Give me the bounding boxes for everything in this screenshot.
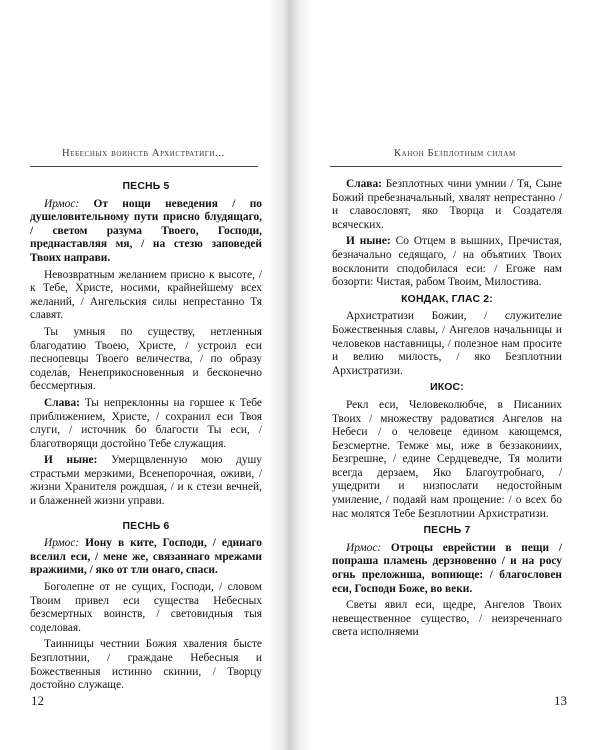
song5-irmos-text: От нощи неведения / по душеловительному пути присно блудящаго, / светом разума Твоего, Господи, преднаставляя мя, / на стезю заповедей Твоих направи. xyxy=(30,197,262,264)
ikos-heading: ИКОС: xyxy=(430,382,464,394)
song5-slava-text: Ты непреклонны на горшее к Тебе приближением, Христе, / сохранил еси Твоя слуги, / источник бо благости Ты еси, / благотворящи достойно Тебе служащия. xyxy=(30,396,262,450)
song6-heading: ПЕСНЬ 6 xyxy=(122,520,170,532)
song5-irmos xyxy=(30,198,262,266)
kondak-heading: КОНДАК, ГЛАС 2: xyxy=(401,293,493,305)
song5-slava-label: Слава: xyxy=(44,396,80,409)
song5-troparion-1: Невозвратным желанием присно к высоте, / к Тебе, Христе, носими, крайнейшему всех желаний, / Ангельския силы непрестанно Тя славят. xyxy=(30,268,262,322)
song7-irmos xyxy=(332,542,562,596)
kondak-text: Архистратизи Божии, / служителие Божественныя славы, / Ангелов начальницы и человеков наставницы, / полезное нам просите и велию милость, / яко Безплотнии Архистратизи. xyxy=(332,310,562,377)
song6-troparion-1: Боголепне от не сущих, Господи, / словом Твоим привел еси существа Небесных безсмертных воинств, / световидныя тыя соделовая. xyxy=(30,581,262,634)
right-i-nyne-label: И ныне: xyxy=(346,235,391,248)
song6-irmos-text: Иону в ките, Господи, / единаго вселил еси, / мене же, связаннаго мрежами вражиими, / яко от тли онаго, спаси. xyxy=(30,537,262,577)
song5-i-nyne-text: Умерщвленную мою душу страстьми мерзкими, Всенепорочная, оживи, / жизни Хранителя рождшая, / и к стези вечней, и блаженней жизни управи. xyxy=(30,454,262,508)
song7-heading: ПЕСНЬ 7 xyxy=(423,525,471,537)
song5-slava xyxy=(30,397,262,451)
right-page-content xyxy=(332,178,562,643)
song6-irmos xyxy=(30,537,262,578)
song5-i-nyne xyxy=(30,454,262,508)
left-page-content xyxy=(30,178,262,696)
song5-irmos-label: Ирмос: xyxy=(44,197,80,210)
left-running-head: Небесных воинств Архистратиги... xyxy=(62,148,225,159)
left-page-number: 12 xyxy=(31,693,44,708)
song5-i-nyne-label: И ныне: xyxy=(44,454,98,467)
song7-irmos-text: Отроцы еврейстии в пещи / попраша пламень дерзновенно / и на росу огнь преложиша, вопиюще: / благословен еси, Господи Боже, во веки. xyxy=(332,541,562,595)
right-slava-label: Слава: xyxy=(346,178,382,190)
left-page xyxy=(0,0,290,750)
right-header-rule xyxy=(330,166,562,167)
song5-heading: ПЕСНЬ 5 xyxy=(122,181,170,192)
left-header-rule xyxy=(30,166,258,167)
ikos-text: Рекл еси, Человеколюбче, в Писаниих Твоих / множеству радоватися Ангелов на Небеси / о человеце едином кающемся, Безсмертне. Темже мы, иже в беззакониих, Безгрешне, / едине Сердцеведче, Тя молити всегда дерзаем, Яко Благоутробнаго, / ущедрити и низпослати недостойным умиление, / подаяй нам прощение: / о всех бо нас молятся Тебе Безплотнии Архистратизи. xyxy=(332,398,562,520)
right-i-nyne-text: Со Отцем в вышних, Пречистая, безначально седящаго, / на объятиих Твоих восклонити сподобилася еси: / Егоже нам бозорти: Чистая, рабом Твоим, Милостива. xyxy=(332,235,562,289)
song7-irmos-label: Ирмос: xyxy=(346,541,382,554)
song5-troparion-2: Ты умныя по существу, нетленныя благодатию Твоею, Христе, / устроил еси песнопевцы Твоего величества, / по образу содела́в, Ненеприкосновенныя и бесконечно бессмертныя. xyxy=(30,325,262,393)
song6-troparion-2: Таинницы честнии Божия хваления бысте Безплотнии, / граждане Небесныя и Божественныя истинно скинии, / Творцу достойно служаще. xyxy=(30,638,262,692)
right-running-head: Канон Безплотным силам xyxy=(394,148,516,159)
right-page xyxy=(296,0,600,750)
right-slava-text: Безплотных чини умнии / Тя, Сыне Божий пребезначальный, хвалят непрестанно / и славословят, яко Творца и Создателя всяческих. xyxy=(332,178,562,231)
right-i-nyne xyxy=(332,235,562,289)
song7-troparion-1: Светы явил еси, щедре, Ангелов Твоих невещественное существо, / неизреченнаго света исполняеми xyxy=(332,599,562,639)
spacer xyxy=(30,512,262,518)
song6-irmos-label: Ирмос: xyxy=(44,537,80,550)
right-page-number: 13 xyxy=(554,693,567,708)
right-slava xyxy=(332,178,562,232)
